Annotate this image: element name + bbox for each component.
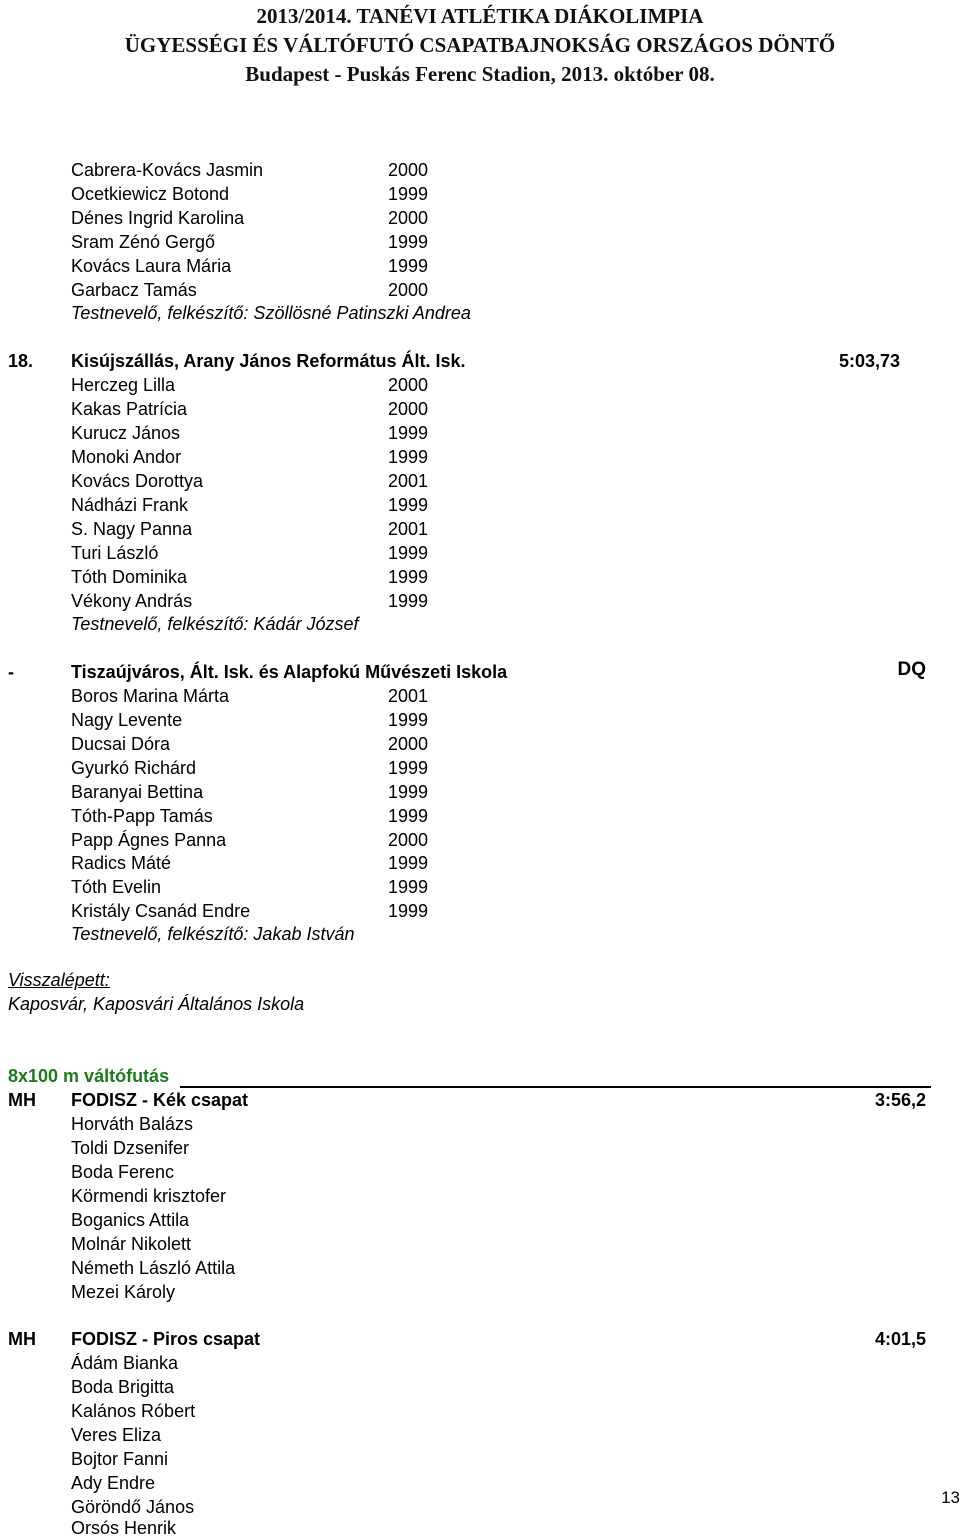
member-year: 2001: [388, 519, 429, 539]
member-year: 2000: [388, 208, 429, 228]
relay-team-name: FODISZ - Piros csapat: [71, 1329, 261, 1349]
relay-member: Molnár Nikolett: [71, 1234, 192, 1254]
member-year: 1999: [388, 495, 429, 515]
member-name: Ducsai Dóra: [71, 734, 171, 754]
member-name: Gyurkó Richárd: [71, 758, 197, 778]
member-name: Ocetkiewicz Botond: [71, 184, 230, 204]
member-name: Kakas Patrícia: [71, 399, 188, 419]
member-year: 1999: [388, 853, 429, 873]
team-result: 5:03,73: [838, 351, 900, 371]
member-year: 1999: [388, 447, 429, 467]
relay-member: Boganics Attila: [71, 1210, 190, 1230]
member-year: 1999: [388, 901, 429, 921]
team-rank: 18.: [8, 351, 34, 371]
relay-team-result: 3:56,2: [874, 1090, 926, 1110]
member-name: Garbacz Tamás: [71, 280, 197, 300]
relay-member: Körmendi krisztofer: [71, 1186, 227, 1206]
withdrawn-label: Visszalépett:: [8, 970, 110, 990]
member-year: 2001: [388, 471, 429, 491]
member-name: Papp Ágnes Panna: [71, 830, 227, 850]
relay-member: Toldi Dzsenifer: [71, 1138, 190, 1158]
member-name: Kovács Dorottya: [71, 471, 204, 491]
member-year: 1999: [388, 877, 429, 897]
member-name: Herczeg Lilla: [71, 375, 176, 395]
relay-member: Göröndő János: [71, 1497, 195, 1517]
member-year: 1999: [388, 232, 429, 252]
member-name: Radics Máté: [71, 853, 172, 873]
team-rank: -: [8, 662, 14, 682]
relay-member: Mezei Károly: [71, 1282, 176, 1302]
member-name: Turi László: [71, 543, 159, 563]
section-underline: [180, 1086, 931, 1088]
relay-member: Kalános Róbert: [71, 1401, 196, 1421]
member-name: Tóth Dominika: [71, 567, 188, 587]
member-year: 2000: [388, 375, 429, 395]
withdrawn-school: Kaposvár, Kaposvári Általános Iskola: [8, 994, 305, 1014]
member-year: 2001: [388, 686, 429, 706]
member-year: 1999: [388, 256, 429, 276]
member-name: Tóth Evelin: [71, 877, 162, 897]
member-name: S. Nagy Panna: [71, 519, 193, 539]
member-name: Vékony András: [71, 591, 193, 611]
relay-section-title: 8x100 m váltófutás: [8, 1066, 170, 1086]
member-name: Sram Zénó Gergő: [71, 232, 216, 252]
header-title-line-1: 2013/2014. TANÉVI ATLÉTIKA DIÁKOLIMPIA: [256, 4, 704, 28]
member-year: 2000: [388, 280, 429, 300]
member-year: 1999: [388, 806, 429, 826]
member-year: 2000: [388, 830, 429, 850]
member-name: Kurucz János: [71, 423, 181, 443]
member-year: 1999: [388, 710, 429, 730]
member-name: Nagy Levente: [71, 710, 183, 730]
member-year: 1999: [388, 423, 429, 443]
member-year: 1999: [388, 591, 429, 611]
relay-team-result: 4:01,5: [874, 1329, 926, 1349]
member-year: 1999: [388, 567, 429, 587]
relay-member: Horváth Balázs: [71, 1114, 194, 1134]
header-title-line-2: ÜGYESSÉGI ÉS VÁLTÓFUTÓ CSAPATBAJNOKSÁG ORSZÁGOS DÖNTŐ: [124, 33, 836, 57]
member-name: Kristály Csanád Endre: [71, 901, 251, 921]
member-name: Monoki Andor: [71, 447, 182, 467]
member-year: 2000: [388, 399, 429, 419]
team-school: Tiszaújváros, Ált. Isk. és Alapfokú Művészeti Iskola: [71, 662, 508, 682]
team-school: Kisújszállás, Arany János Református Ált. Isk.: [71, 351, 466, 371]
relay-member: Veres Eliza: [71, 1425, 162, 1445]
member-name: Boros Marina Márta: [71, 686, 230, 706]
coach-line: Testnevelő, felkészítő: Jakab István: [71, 924, 355, 944]
relay-member: Németh László Attila: [71, 1258, 236, 1278]
member-year: 2000: [388, 160, 429, 180]
member-year: 1999: [388, 543, 429, 563]
relay-member: Boda Ferenc: [71, 1162, 175, 1182]
member-year: 2000: [388, 734, 429, 754]
member-year: 1999: [388, 758, 429, 778]
relay-member: Bojtor Fanni: [71, 1449, 169, 1469]
member-year: 1999: [388, 782, 429, 802]
coach-line: Testnevelő, felkészítő: Kádár József: [71, 614, 359, 634]
relay-member: Boda Brigitta: [71, 1377, 175, 1397]
relay-member: Orsós Henrik: [71, 1518, 177, 1538]
relay-member: Ádám Bianka: [71, 1353, 179, 1373]
page-number: 13: [941, 1488, 960, 1507]
member-name: Dénes Ingrid Karolina: [71, 208, 245, 228]
member-name: Baranyai Bettina: [71, 782, 204, 802]
member-name: Cabrera-Kovács Jasmin: [71, 160, 264, 180]
relay-team-rank: MH: [8, 1329, 36, 1349]
team-result: DQ: [897, 659, 926, 680]
relay-team-rank: MH: [8, 1090, 36, 1110]
member-name: Kovács Laura Mária: [71, 256, 232, 276]
relay-team-name: FODISZ - Kék csapat: [71, 1090, 249, 1110]
relay-member: Ady Endre: [71, 1473, 156, 1493]
member-year: 1999: [388, 184, 429, 204]
header-venue-date: Budapest - Puskás Ferenc Stadion, 2013. október 08.: [245, 62, 715, 86]
member-name: Tóth-Papp Tamás: [71, 806, 213, 826]
coach-line: Testnevelő, felkészítő: Szöllösné Patinszki Andrea: [71, 303, 471, 323]
member-name: Nádházi Frank: [71, 495, 189, 515]
